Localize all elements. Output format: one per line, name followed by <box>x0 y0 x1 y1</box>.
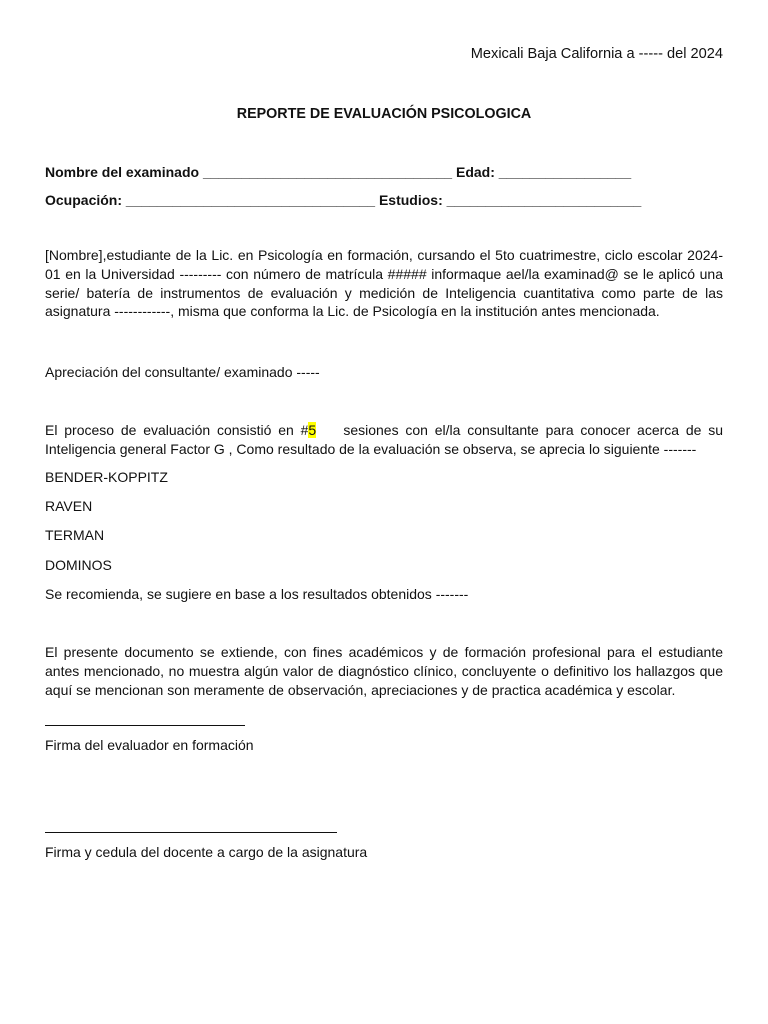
process-paragraph <box>45 421 727 459</box>
nombre-blank: ________________________________ <box>202 164 453 180</box>
test-item: TERMAN <box>45 527 105 543</box>
field-row-nombre-edad <box>45 164 631 180</box>
test-item: RAVEN <box>45 498 93 514</box>
evaluator-signature-line <box>45 725 245 726</box>
intro-paragraph: [Nombre],estudiante de la Lic. en Psicología en formación, cursando el 5to cuatrimestre, ciclo escolar 2024-01 en la Universidad --------- con número de matrícula ##### informaque ael/la examinad@ se le aplicó una serie/ batería de instrumentos de evaluación y medición de Inteligencia cuantitativa como parte de las asignatura ------------, misma que conforma la Lic. de Psicología en la institución antes mencionada. <box>45 247 723 320</box>
estudios-blank: _________________________ <box>446 192 642 208</box>
process-text-before: El proceso de evaluación consistió en # <box>45 422 309 438</box>
sessions-count-highlight: 5 <box>308 422 317 438</box>
nombre-label: Nombre del examinado <box>45 164 200 180</box>
date-line: Mexicali Baja California a ----- del 2024 <box>470 46 723 62</box>
appreciation-line: Apreciación del consultante/ examinado ----- <box>45 364 320 380</box>
document-title: REPORTE DE EVALUACIÓN PSICOLOGICA <box>236 106 532 122</box>
test-item: BENDER-KOPPITZ <box>45 469 168 485</box>
field-row-ocupacion-estudios <box>45 192 641 208</box>
recommendation-line: Se recomienda, se sugiere en base a los resultados obtenidos ------- <box>45 586 469 602</box>
teacher-signature-label: Firma y cedula del docente a cargo de la asignatura <box>45 844 368 860</box>
estudios-label: Estudios: <box>378 192 443 208</box>
process-text-after: sesiones con el/la consultante para conocer acerca de su Inteligencia general Factor G , Como resultado de la evaluación se observa, se aprecia lo siguiente ------- <box>45 422 727 457</box>
ocupacion-blank: ________________________________ <box>125 192 376 208</box>
teacher-signature-line <box>45 832 337 833</box>
edad-label: Edad: <box>455 164 495 180</box>
evaluator-signature-label: Firma del evaluador en formación <box>45 737 254 753</box>
disclaimer-paragraph: El presente documento se extiende, con fines académicos y de formación profesional para el estudiante antes mencionado, no muestra algún valor de diagnóstico clínico, concluyente o definitivo los hallazgos que aquí se mencionan son meramente de observación, apreciaciones y de practica académica y escolar. <box>45 644 723 698</box>
edad-blank: _________________ <box>498 164 632 180</box>
ocupacion-label: Ocupación: <box>45 192 123 208</box>
test-item: DOMINOS <box>45 557 112 573</box>
